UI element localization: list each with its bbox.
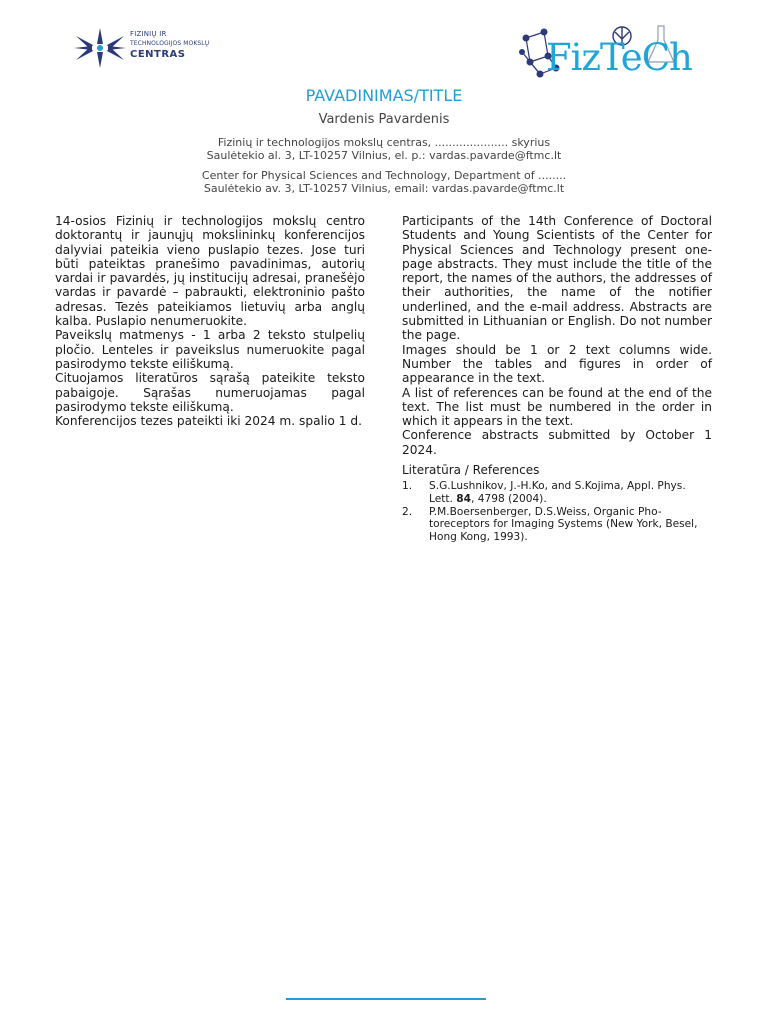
right-paragraph-1: Participants of the 14th Conference of Doctoral Students and Young Scientists of the Center for Physical Sciences and Technology present one-page abstracts. They must include the title of the report, the names of the authors, the addresses of their authorities, the name of the notifier underlined, and the e-mail address. Abstracts are submitted in Lithuanian or English. Do not number the page. xyxy=(402,214,712,343)
reference-text-end: , 4798 (2004). xyxy=(471,492,547,505)
affiliation-en-line2: Saulėtekio av. 3, LT-10257 Vilnius, email: vardas.pavarde@ftmc.lt xyxy=(203,182,565,195)
affiliation-en-line1: Center for Physical Sciences and Technology, Department of ........ xyxy=(201,169,567,182)
affiliation-en xyxy=(0,169,768,195)
reference-number: 2. xyxy=(402,505,413,518)
right-paragraph-3: A list of references can be found at the end of the text. The list must be numbered in the order in which it appears in the text. xyxy=(402,385,712,429)
left-paragraph-2: Paveikslų matmenys - 1 arba 2 teksto stulpelių pločio. Lenteles ir paveikslus numeruokite pagal pasirodymo tekste eiliškumą. xyxy=(55,328,365,371)
reference-item xyxy=(402,506,712,543)
logo-wordmark: FizTeCh xyxy=(546,36,692,79)
left-paragraph-4: Konferencijos tezes pateikti iki 2024 m. spalio 1 d. xyxy=(55,414,362,429)
star-asterisk-logo-icon xyxy=(72,26,128,70)
ftmc-logo xyxy=(72,26,222,70)
logo-line3: CENTRAS xyxy=(130,49,186,60)
reference-number: 1. xyxy=(402,480,413,493)
left-paragraph-1: 14-osios Fizinių ir technologijos mokslų centro doktorantų ir jaunųjų mokslininkų konferencijos dalyviai pateikia vieno puslapio tezes. Jose turi būti pateiktas pranešimo pavadinimas, autorių vardai ir pavardės, jų institucijų adresai, pranešėjo vardas ir pavardė – pabraukti, elektroninio pašto adresas. Tezės pateikiamos lietuvių arba anglų kalba. Puslapio nenumeruokite. xyxy=(55,214,365,329)
affiliation-lt-line1: Fizinių ir technologijos mokslų centras, ..................... skyrius xyxy=(217,136,551,149)
affiliation-lt-line2: Saulėtekio al. 3, LT-10257 Vilnius, el. p.: vardas.pavarde@ftmc.lt xyxy=(206,149,562,162)
right-paragraph-2: Images should be 1 or 2 text columns wide. Number the tables and figures in order of appearance in the text. xyxy=(402,342,712,386)
left-paragraph-3: Cituojamos literatūros sąrašą pateikite teksto pabaigoje. Sąrašas numeruojamas pagal pasirodymo tekste eiliškumą. xyxy=(55,371,365,414)
reference-volume: 84 xyxy=(456,492,472,505)
references-list xyxy=(402,480,712,542)
footer-divider xyxy=(286,998,486,1000)
reference-text: P.M.Boersenberger, D.S.Weiss, Organic Pho-toreceptors for Imaging Systems (New York, Besel, Hong Kong, 1993). xyxy=(429,505,698,543)
logo-line1: FIZINIŲ IR xyxy=(130,30,167,38)
right-paragraph-4: Conference abstracts submitted by October 1 2024. xyxy=(402,428,712,457)
references-title: Literatūra / References xyxy=(402,463,540,478)
right-column xyxy=(402,214,712,544)
reference-item xyxy=(402,480,712,505)
logo-line2: TECHNOLOGIJOS MOKSLŲ xyxy=(130,40,210,47)
fiztech-logo xyxy=(518,22,702,84)
author-name: Vardenis Pavardenis xyxy=(318,112,450,127)
reference-text: S.G.Lushnikov, J.-H.Ko, and S.Kojima, Appl. Phys. Lett. xyxy=(429,480,686,505)
page-title: PAVADINIMAS/TITLE xyxy=(305,86,463,105)
affiliation-lt xyxy=(0,136,768,162)
left-column xyxy=(55,214,365,428)
